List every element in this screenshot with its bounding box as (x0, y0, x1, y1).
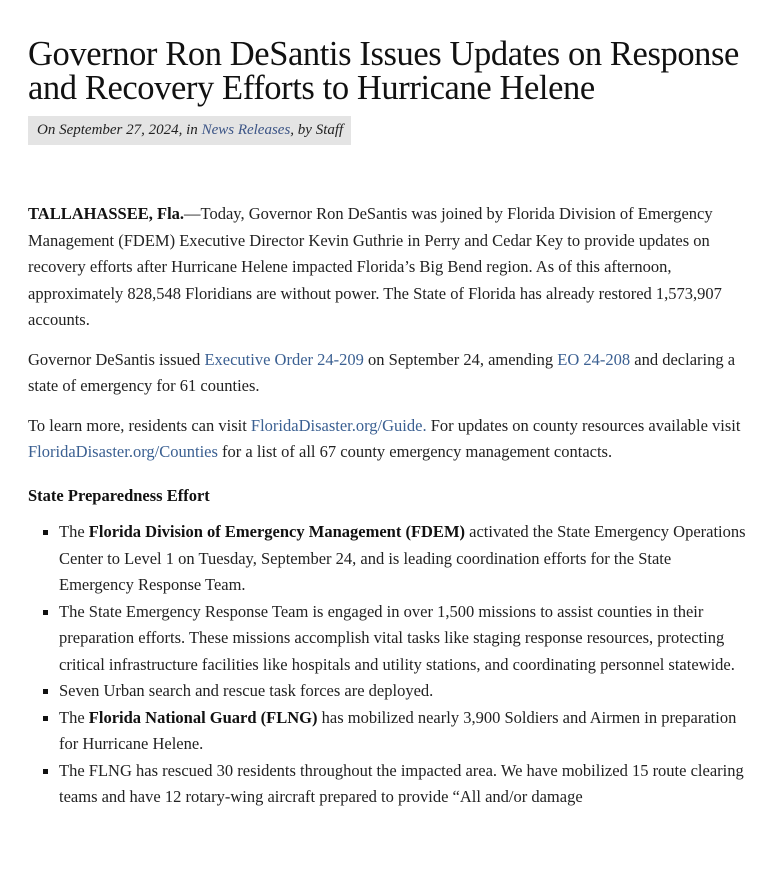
bullet-text: The (59, 707, 89, 727)
intro-text: —Today, Governor Ron DeSantis was joined by Florida Division of Emergency Management (FDEM) Executive Director Kevin Guthrie in Perry and Cedar Key to provide updates on recovery efforts after Hurricane Helene impacted Florida’s Big Bend region. As of this afternoon, approximately 828,548 Floridians are without power. The State of Florida has already restored 1,573,907 accounts. (28, 204, 722, 329)
bullet-text: The FLNG has rescued 30 residents throughout the impacted area. We have mobilized 15 route clearing teams and have 12 rotary-wing aircraft prepared to provide “All and/or damage (59, 760, 744, 806)
article (28, 0, 750, 811)
preparedness-bullet-list (28, 519, 750, 811)
eo-text-2: on September 24, amending (363, 349, 558, 369)
eo-text-1: Governor DeSantis issued (28, 349, 205, 369)
bullet-item (59, 758, 750, 811)
meta-author-text: , by Staff (290, 122, 344, 138)
news-releases-link[interactable]: News Releases (201, 122, 291, 138)
article-body (28, 201, 750, 811)
eo-24-208-link[interactable]: EO 24-208 (557, 349, 631, 369)
bullet-item (59, 705, 750, 758)
executive-order-paragraph (28, 347, 750, 400)
intro-paragraph (28, 201, 750, 334)
learn-more-text-2: For updates on county resources available visit (426, 415, 741, 435)
article-meta (28, 116, 351, 145)
learn-more-text-1: To learn more, residents can visit (28, 415, 251, 435)
florida-disaster-counties-link[interactable]: FloridaDisaster.org/Counties (28, 442, 218, 461)
executive-order-24-209-link[interactable]: Executive Order 24-209 (204, 349, 364, 369)
bullet-item (59, 678, 750, 705)
bullet-item (59, 519, 750, 599)
dateline: TALLAHASSEE, Fla. (28, 204, 185, 223)
bullet-item (59, 599, 750, 679)
bullet-bold-text: Florida Division of Emergency Management (FDEM) (88, 522, 466, 541)
article-title: Governor Ron DeSantis Issues Updates on Response and Recovery Efforts to Hurricane Helene (28, 35, 739, 107)
bullet-text: The (59, 522, 89, 541)
bullet-text: activated the State Emergency Operations Center to Level 1 on Tuesday, September 24, and is leading coordination efforts for the State Emergency Response Team. (59, 522, 746, 594)
bullet-bold-text: Florida National Guard (FLNG) (88, 707, 318, 727)
learn-more-text-3: for a list of all 67 county emergency management contacts. (217, 442, 613, 461)
eo-text-3: and declaring a state of emergency for 61 counties. (28, 349, 736, 395)
bullet-text: has mobilized nearly 3,900 Soldiers and Airmen in preparation for Hurricane Helene. (59, 707, 737, 753)
bullet-text: Seven Urban search and rescue task forces are deployed. (59, 681, 434, 700)
learn-more-paragraph (28, 413, 750, 466)
section-heading: State Preparedness Effort (28, 485, 210, 505)
bullet-text: The State Emergency Response Team is engaged in over 1,500 missions to assist counties in their preparation efforts. These missions accomplish vital tasks like staging response resources, protecting critical infrastructure facilities like hospitals and utility stations, and coordinating personnel statewide. (59, 601, 735, 674)
meta-date-text: On September 27, 2024, in (37, 122, 202, 138)
florida-disaster-guide-link[interactable]: FloridaDisaster.org/Guide. (250, 415, 427, 435)
